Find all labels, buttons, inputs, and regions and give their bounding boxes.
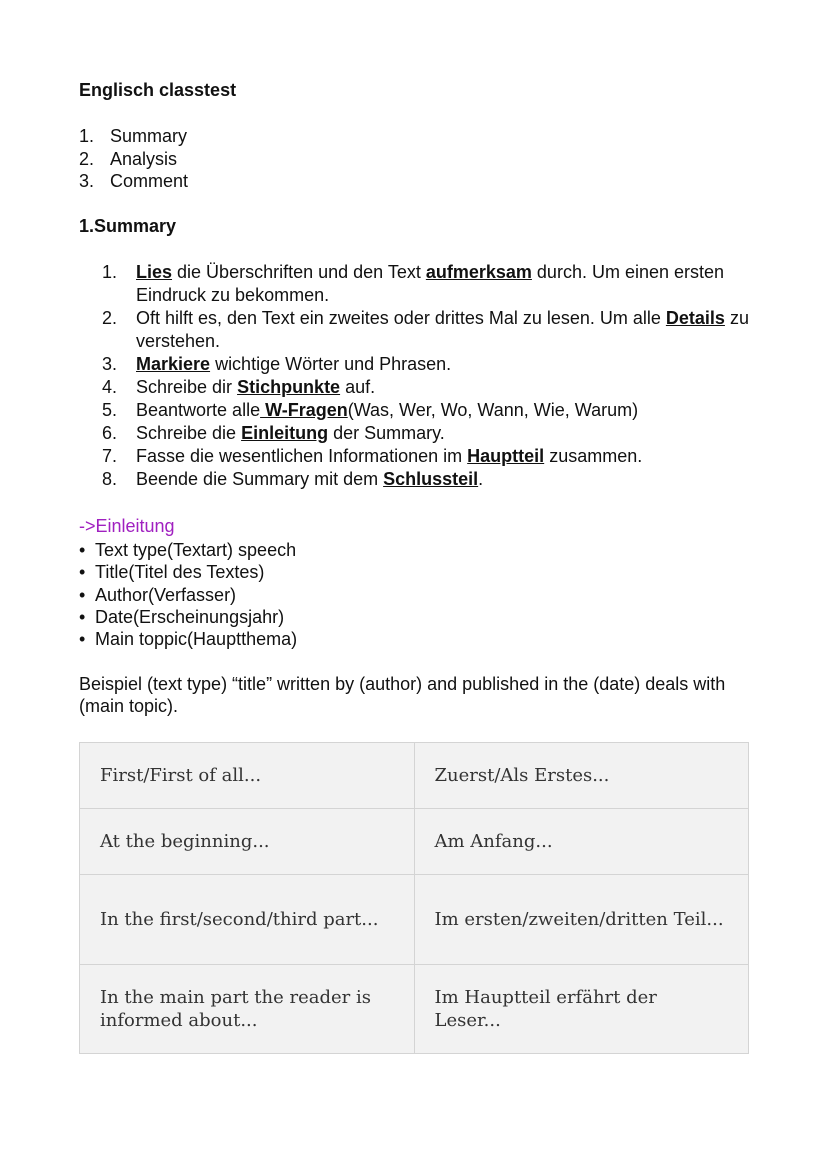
table-cell-en: First/First of all... (80, 743, 415, 809)
section-title-summary: 1.Summary (79, 216, 177, 236)
table-of-contents (79, 125, 188, 193)
document-title: Englisch classtest (79, 80, 237, 100)
bullet-icon: • (79, 606, 86, 627)
phrase-table (79, 742, 749, 1054)
bullet-item: • Title(Titel des Textes) (79, 562, 265, 583)
bullet-item: • Text type(Textart) speech (79, 540, 297, 560)
example-sentence: Beispiel (text type) “title” written by (author) and published in the (date) deals with (main topic). (79, 674, 726, 716)
table-cell-de: Zuerst/Als Erstes... (414, 743, 749, 809)
table-cell-de: Am Anfang... (414, 809, 749, 875)
step-item: 3. Markiere wichtige Wörter und Phrasen. (102, 354, 452, 374)
bullet-icon: • (79, 562, 86, 583)
step-item: 7. Fasse die wesentlichen Informationen im Hauptteil zusammen. (102, 446, 643, 466)
step-item: 4. Schreibe dir Stichpunkte auf. (102, 377, 376, 397)
toc-item: 2. Analysis (79, 148, 178, 169)
table-cell-en: At the beginning... (80, 809, 415, 875)
step-item: 5. Beantworte alle W-Fragen(Was, Wer, Wo, Wann, Wie, Warum) (102, 400, 639, 420)
table-row (80, 875, 749, 965)
table-cell-de: Im ersten/zweiten/dritten Teil... (414, 875, 749, 965)
table-cell-de: Im Hauptteil erfährt der Leser... (414, 965, 749, 1054)
bullet-icon: • (79, 584, 86, 605)
bullet-icon: • (79, 540, 86, 560)
table-cell-en: In the main part the reader is informed about... (80, 965, 415, 1054)
bullet-item: • Date(Erscheinungsjahr) (79, 606, 285, 627)
step-item: 2. Oft hilft es, den Text ein zweites oder drittes Mal zu lesen. Um alle Details zu verstehen. (102, 308, 749, 351)
table-row (80, 743, 749, 809)
einleitung-bullet-list (79, 539, 297, 650)
bullet-item: • Main toppic(Hauptthema) (79, 629, 298, 650)
table-row (80, 809, 749, 875)
einleitung-heading: ->Einleitung (79, 516, 175, 536)
summary-steps-list (102, 261, 762, 491)
table-cell-en: In the first/second/third part... (80, 875, 415, 965)
step-item: 6. Schreibe die Einleitung der Summary. (102, 423, 445, 443)
toc-item: 3. Comment (79, 171, 189, 191)
table-row (80, 965, 749, 1054)
toc-item: 1. Summary (79, 126, 188, 146)
step-item: 8. Beende die Summary mit dem Schlussteil. (102, 469, 484, 489)
bullet-icon: • (79, 629, 86, 650)
step-item: 1. Lies die Überschriften und den Text aufmerksam durch. Um einen ersten Eindruck zu bekommen. (102, 262, 725, 305)
bullet-item: • Author(Verfasser) (79, 584, 237, 605)
